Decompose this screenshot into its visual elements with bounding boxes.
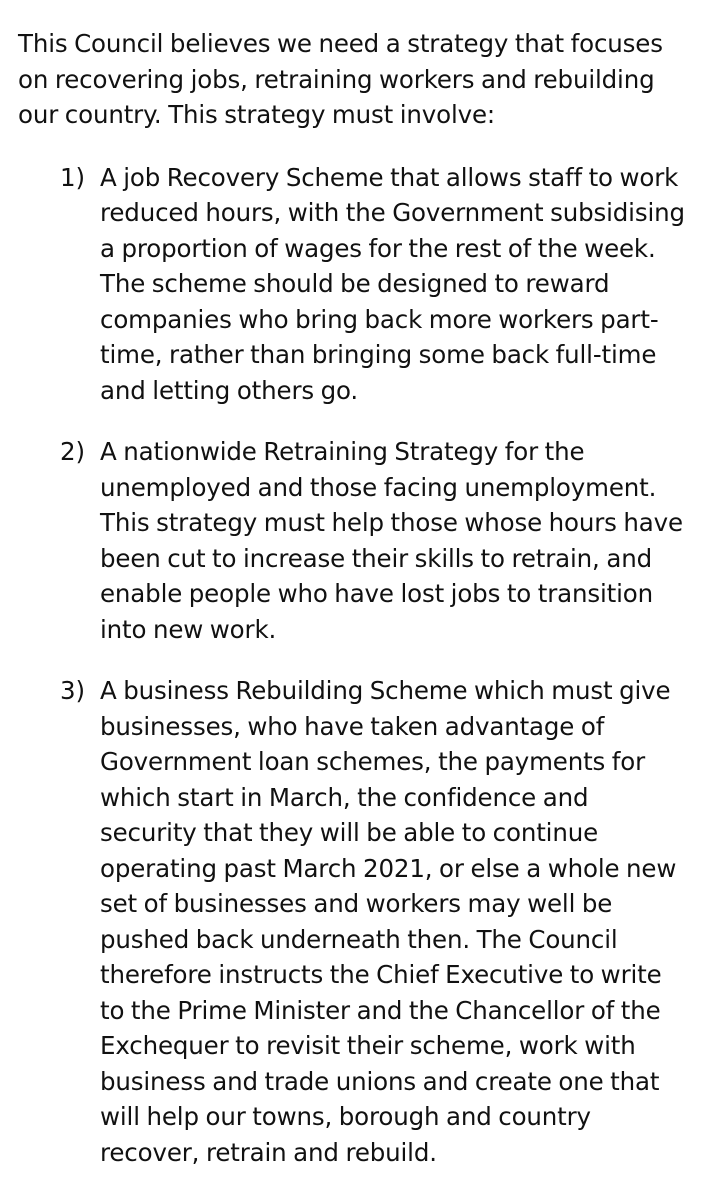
list-item-number: 1) xyxy=(60,162,85,192)
list-item-number: 3) xyxy=(60,676,85,705)
intro-paragraph: This Council believes we need a strategy that focuses on recovering jobs, retraining workers and rebuilding our country. This strategy must involve: xyxy=(18,29,663,129)
list-item xyxy=(18,434,688,647)
strategy-list xyxy=(18,160,688,1171)
list-item xyxy=(18,673,688,1170)
list-item-text: A business Rebuilding Scheme which must give businesses, who have taken advantage of Government loan schemes, the payments for which start in March, the confidence and security that they will be able to continue operating past March 2021, or else a whole new set of businesses and workers may well be pushed back underneath then. The Council therefore instructs the Chief Executive to write to the Prime Minister and the Chancellor of the Exchequer to revisit their scheme, work with business and trade unions and create one that will help our towns, borough and country recover, retrain and rebuild. xyxy=(100,676,677,1167)
list-item-number: 2) xyxy=(60,437,85,466)
list-item xyxy=(18,160,688,409)
list-item-text: A nationwide Retraining Strategy for the unemployed and those facing unemployment. This strategy must help those whose hours have been cut to increase their skills to retrain, and enable people who have lost jobs to transition into new work. xyxy=(100,437,683,644)
list-item-text: A job Recovery Scheme that allows staff to work reduced hours, with the Government subsidising a proportion of wages for the rest of the week. The scheme should be designed to reward companies who bring back more workers part-time, rather than bringing some back full-time and letting others go. xyxy=(100,162,685,405)
